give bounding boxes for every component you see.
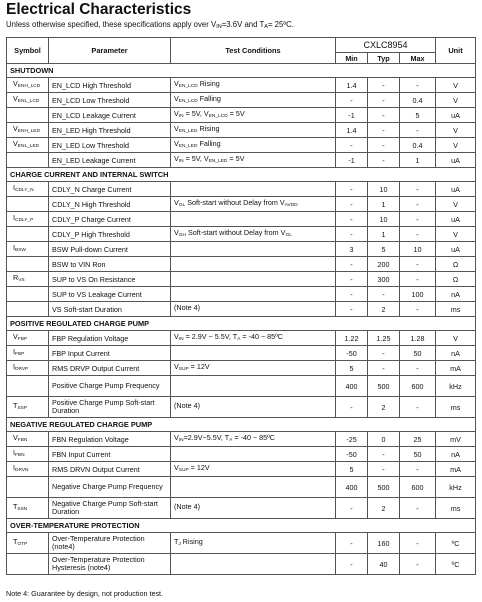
parameter-cell: EN_LED Leakage Current <box>49 153 171 168</box>
typ-cell: - <box>368 153 400 168</box>
table-row <box>7 242 476 257</box>
min-cell: 5 <box>336 462 368 477</box>
typ-cell: 500 <box>368 376 400 397</box>
unit-cell: V <box>436 123 476 138</box>
max-cell: - <box>400 197 436 212</box>
max-cell: 0.4 <box>400 93 436 108</box>
table-row <box>7 361 476 376</box>
typ-cell: 10 <box>368 212 400 227</box>
min-cell: 1.4 <box>336 78 368 93</box>
symbol-cell <box>7 153 49 168</box>
symbol-cell <box>7 287 49 302</box>
parameter-cell: VS Soft-start Duration <box>49 302 171 317</box>
condition-cell <box>171 287 336 302</box>
typ-cell: 160 <box>368 533 400 554</box>
typ-cell: - <box>368 462 400 477</box>
min-cell: -25 <box>336 432 368 447</box>
typ-cell: 2 <box>368 302 400 317</box>
table-row <box>7 108 476 123</box>
table-row <box>7 123 476 138</box>
max-cell: 50 <box>400 346 436 361</box>
max-cell: - <box>400 498 436 519</box>
unit-cell: kHz <box>436 477 476 498</box>
section-title: POSITIVE REGULATED CHARGE PUMP <box>7 317 476 331</box>
symbol-cell: $I_{CDLY\_P}$ <box>7 212 49 227</box>
parameter-cell: CDLY_P Charge Current <box>49 212 171 227</box>
min-cell: - <box>336 498 368 519</box>
unit-cell: Ω <box>436 272 476 287</box>
table-row <box>7 462 476 477</box>
typ-cell: - <box>368 138 400 153</box>
max-cell: - <box>400 554 436 575</box>
parameter-cell: RMS DRVN Output Current <box>49 462 171 477</box>
condition-cell <box>171 257 336 272</box>
table-row <box>7 227 476 242</box>
min-cell: 400 <box>336 376 368 397</box>
max-cell: - <box>400 302 436 317</box>
section-title: NEGATIVE REGULATED CHARGE PUMP <box>7 418 476 432</box>
max-cell: 0.4 <box>400 138 436 153</box>
header-symbol: Symbol <box>7 38 49 64</box>
min-cell: 400 <box>336 477 368 498</box>
parameter-cell: SUP to VS Leakage Current <box>49 287 171 302</box>
table-row <box>7 554 476 575</box>
symbol-cell: $I_{FBP}$ <box>7 346 49 361</box>
typ-cell: 300 <box>368 272 400 287</box>
typ-cell: - <box>368 346 400 361</box>
section-header-row <box>7 168 476 182</box>
min-cell: -50 <box>336 447 368 462</box>
condition-cell <box>171 447 336 462</box>
min-cell: 3 <box>336 242 368 257</box>
section-header-row <box>7 64 476 78</box>
condition-cell <box>171 346 336 361</box>
table-row <box>7 477 476 498</box>
spec-conditions-note: Unless otherwise specified, these specifications apply over $V_{IN}=3.6V$ and $T_A=$ 25ºC. <box>6 20 294 30</box>
parameter-cell: EN_LED High Threshold <box>49 123 171 138</box>
symbol-cell <box>7 477 49 498</box>
unit-cell: ms <box>436 498 476 519</box>
unit-cell: V <box>436 227 476 242</box>
typ-cell: 40 <box>368 554 400 575</box>
symbol-cell: $V_{FBP}$ <box>7 331 49 346</box>
section-title: CHARGE CURRENT AND INTERNAL SWITCH <box>7 168 476 182</box>
table-row <box>7 447 476 462</box>
parameter-cell: CDLY_P High Threshold <box>49 227 171 242</box>
typ-cell: 1 <box>368 197 400 212</box>
unit-cell: V <box>436 331 476 346</box>
table-row <box>7 376 476 397</box>
typ-cell: 2 <box>368 397 400 418</box>
page-title: Electrical Characteristics <box>6 1 192 18</box>
condition-cell: (Note 4) <box>171 302 336 317</box>
min-cell: - <box>336 227 368 242</box>
condition-cell <box>171 477 336 498</box>
symbol-cell <box>7 376 49 397</box>
max-cell: - <box>400 227 436 242</box>
header-min: Min <box>336 53 368 64</box>
min-cell: - <box>336 302 368 317</box>
condition-cell: $V_{IN} = 5V$, $V_{EN\_LED} = 5V$ <box>171 153 336 168</box>
unit-cell: uA <box>436 153 476 168</box>
max-cell: - <box>400 361 436 376</box>
table-row <box>7 182 476 197</box>
condition-cell <box>171 212 336 227</box>
min-cell: -1 <box>336 108 368 123</box>
min-cell: 1.4 <box>336 123 368 138</box>
parameter-cell: Positive Charge Pump Frequency <box>49 376 171 397</box>
unit-cell: mA <box>436 462 476 477</box>
min-cell: - <box>336 257 368 272</box>
parameter-cell: FBN Input Current <box>49 447 171 462</box>
min-cell: 1.22 <box>336 331 368 346</box>
max-cell: - <box>400 462 436 477</box>
table-row <box>7 78 476 93</box>
parameter-cell: FBN Regulation Voltage <box>49 432 171 447</box>
symbol-cell: $T_{SSN}$ <box>7 498 49 519</box>
symbol-cell <box>7 197 49 212</box>
header-row <box>7 38 476 53</box>
header-parameter: Parameter <box>49 38 171 64</box>
max-cell: 100 <box>400 287 436 302</box>
min-cell: - <box>336 272 368 287</box>
parameter-cell: Over-Temperature Protection (note4) <box>49 533 171 554</box>
condition-cell: $V_{EN\_LCD}$ Rising <box>171 78 336 93</box>
typ-cell: 500 <box>368 477 400 498</box>
symbol-cell: $R_{VS}$ <box>7 272 49 287</box>
table-row <box>7 272 476 287</box>
typ-cell: 1 <box>368 227 400 242</box>
parameter-cell: EN_LCD Leakage Current <box>49 108 171 123</box>
symbol-cell: $V_{ENH\_LCD}$ <box>7 78 49 93</box>
condition-cell <box>171 376 336 397</box>
max-cell: - <box>400 397 436 418</box>
symbol-cell <box>7 554 49 575</box>
unit-cell: uA <box>436 182 476 197</box>
max-cell: 600 <box>400 477 436 498</box>
parameter-cell: Over-Temperature Protection Hysteresis (note4) <box>49 554 171 575</box>
unit-cell: kHz <box>436 376 476 397</box>
table-row <box>7 212 476 227</box>
min-cell: - <box>336 182 368 197</box>
table-row <box>7 197 476 212</box>
condition-cell: (Note 4) <box>171 397 336 418</box>
table-row <box>7 432 476 447</box>
table-body <box>7 64 476 575</box>
section-header-row <box>7 418 476 432</box>
header-typ: Typ <box>368 53 400 64</box>
symbol-cell <box>7 257 49 272</box>
electrical-characteristics-table <box>6 37 476 575</box>
unit-cell: ºC <box>436 533 476 554</box>
table-row <box>7 346 476 361</box>
table-row <box>7 93 476 108</box>
symbol-cell: $I_{DRVN}$ <box>7 462 49 477</box>
typ-cell: - <box>368 123 400 138</box>
typ-cell: - <box>368 93 400 108</box>
table-row <box>7 397 476 418</box>
unit-cell: ºC <box>436 554 476 575</box>
condition-cell: $V_{GL}$ Soft-start without Delay from $V_{AVDD}$ <box>171 197 336 212</box>
table-row <box>7 287 476 302</box>
condition-cell: $V_{SUP} = 12V$ <box>171 462 336 477</box>
unit-cell: Ω <box>436 257 476 272</box>
typ-cell: 0 <box>368 432 400 447</box>
max-cell: 10 <box>400 242 436 257</box>
footnote: Note 4: Guarantee by design, not production test. <box>6 589 164 598</box>
max-cell: - <box>400 212 436 227</box>
symbol-cell: $V_{FBN}$ <box>7 432 49 447</box>
parameter-cell: RMS DRVP Output Current <box>49 361 171 376</box>
max-cell: 1.28 <box>400 331 436 346</box>
max-cell: - <box>400 78 436 93</box>
section-title: OVER-TEMPERATURE PROTECTION <box>7 519 476 533</box>
parameter-cell: Positive Charge Pump Soft-start Duration <box>49 397 171 418</box>
min-cell: - <box>336 397 368 418</box>
typ-cell: 2 <box>368 498 400 519</box>
symbol-cell: $T_{OTP}$ <box>7 533 49 554</box>
parameter-cell: CDLY_N High Threshold <box>49 197 171 212</box>
header-part-number: CXLC8954 <box>336 38 436 53</box>
typ-cell: - <box>368 361 400 376</box>
unit-cell: nA <box>436 287 476 302</box>
header-unit: Unit <box>436 38 476 64</box>
condition-cell <box>171 272 336 287</box>
max-cell: 600 <box>400 376 436 397</box>
min-cell: - <box>336 212 368 227</box>
min-cell: - <box>336 533 368 554</box>
max-cell: 1 <box>400 153 436 168</box>
unit-cell: uA <box>436 108 476 123</box>
condition-cell: $V_{IN} = 2.9V$ ~ 5.5V, $T_A = -40$ ~ 85ºC <box>171 331 336 346</box>
symbol-cell <box>7 302 49 317</box>
condition-cell: $V_{IN}=2.9V\sim 5.5V$, $T_A = -40$ ~ 85ºC <box>171 432 336 447</box>
typ-cell: - <box>368 78 400 93</box>
unit-cell: nA <box>436 447 476 462</box>
condition-cell: $V_{IN} = 5V$, $V_{EN\_LCD} = 5V$ <box>171 108 336 123</box>
parameter-cell: EN_LCD High Threshold <box>49 78 171 93</box>
max-cell: - <box>400 257 436 272</box>
unit-cell: V <box>436 93 476 108</box>
symbol-cell: $I_{FBN}$ <box>7 447 49 462</box>
unit-cell: mA <box>436 361 476 376</box>
condition-cell <box>171 554 336 575</box>
min-cell: - <box>336 197 368 212</box>
parameter-cell: CDLY_N Charge Current <box>49 182 171 197</box>
max-cell: - <box>400 182 436 197</box>
unit-cell: ms <box>436 302 476 317</box>
unit-cell: nA <box>436 346 476 361</box>
symbol-cell: $V_{ENL\_LED}$ <box>7 138 49 153</box>
table-row <box>7 533 476 554</box>
min-cell: - <box>336 287 368 302</box>
parameter-cell: FBP Regulation Voltage <box>49 331 171 346</box>
parameter-cell: Negative Charge Pump Soft-start Duration <box>49 498 171 519</box>
symbol-cell: $I_{BSW}$ <box>7 242 49 257</box>
typ-cell: 5 <box>368 242 400 257</box>
parameter-cell: SUP to VS On Resistance <box>49 272 171 287</box>
table-row <box>7 331 476 346</box>
condition-cell: (Note 4) <box>171 498 336 519</box>
table-row <box>7 257 476 272</box>
condition-cell: $V_{EN\_LED}$ Falling <box>171 138 336 153</box>
parameter-cell: EN_LED Low Threshold <box>49 138 171 153</box>
parameter-cell: Negative Charge Pump Frequency <box>49 477 171 498</box>
symbol-cell: $T_{SSP}$ <box>7 397 49 418</box>
condition-cell: $V_{EN\_LCD}$ Falling <box>171 93 336 108</box>
parameter-cell: FBP Input Current <box>49 346 171 361</box>
section-header-row <box>7 317 476 331</box>
symbol-cell: $V_{ENL\_LCD}$ <box>7 93 49 108</box>
condition-cell: $V_{EN\_LED}$ Rising <box>171 123 336 138</box>
symbol-cell: $I_{CDLY\_N}$ <box>7 182 49 197</box>
parameter-cell: EN_LCD Low Threshold <box>49 93 171 108</box>
unit-cell: uA <box>436 242 476 257</box>
header-max: Max <box>400 53 436 64</box>
unit-cell: V <box>436 197 476 212</box>
max-cell: - <box>400 272 436 287</box>
min-cell: -50 <box>336 346 368 361</box>
unit-cell: ms <box>436 397 476 418</box>
typ-cell: - <box>368 108 400 123</box>
parameter-cell: BSW to VIN Ron <box>49 257 171 272</box>
max-cell: - <box>400 123 436 138</box>
unit-cell: uA <box>436 212 476 227</box>
typ-cell: - <box>368 287 400 302</box>
condition-cell <box>171 182 336 197</box>
condition-cell <box>171 242 336 257</box>
min-cell: 5 <box>336 361 368 376</box>
unit-cell: mV <box>436 432 476 447</box>
min-cell: -1 <box>336 153 368 168</box>
max-cell: 5 <box>400 108 436 123</box>
table-row <box>7 138 476 153</box>
symbol-cell <box>7 227 49 242</box>
typ-cell: 10 <box>368 182 400 197</box>
max-cell: 25 <box>400 432 436 447</box>
max-cell: 50 <box>400 447 436 462</box>
min-cell: - <box>336 138 368 153</box>
table-row <box>7 153 476 168</box>
condition-cell: $T_J$ Rising <box>171 533 336 554</box>
symbol-cell: $V_{ENH\_LED}$ <box>7 123 49 138</box>
typ-cell: 200 <box>368 257 400 272</box>
header-conditions: Test Conditions <box>171 38 336 64</box>
table-row <box>7 302 476 317</box>
max-cell: - <box>400 533 436 554</box>
table-row <box>7 498 476 519</box>
condition-cell: $V_{GH}$ Soft-start without Delay from $V_{GL}$ <box>171 227 336 242</box>
symbol-cell <box>7 108 49 123</box>
unit-cell: V <box>436 138 476 153</box>
typ-cell: - <box>368 447 400 462</box>
unit-cell: V <box>436 78 476 93</box>
typ-cell: 1.25 <box>368 331 400 346</box>
section-header-row <box>7 519 476 533</box>
condition-cell: $V_{SUP} = 12V$ <box>171 361 336 376</box>
symbol-cell: $I_{DRVP}$ <box>7 361 49 376</box>
parameter-cell: BSW Pull-down Current <box>49 242 171 257</box>
section-title: SHUTDOWN <box>7 64 476 78</box>
min-cell: - <box>336 93 368 108</box>
min-cell: - <box>336 554 368 575</box>
